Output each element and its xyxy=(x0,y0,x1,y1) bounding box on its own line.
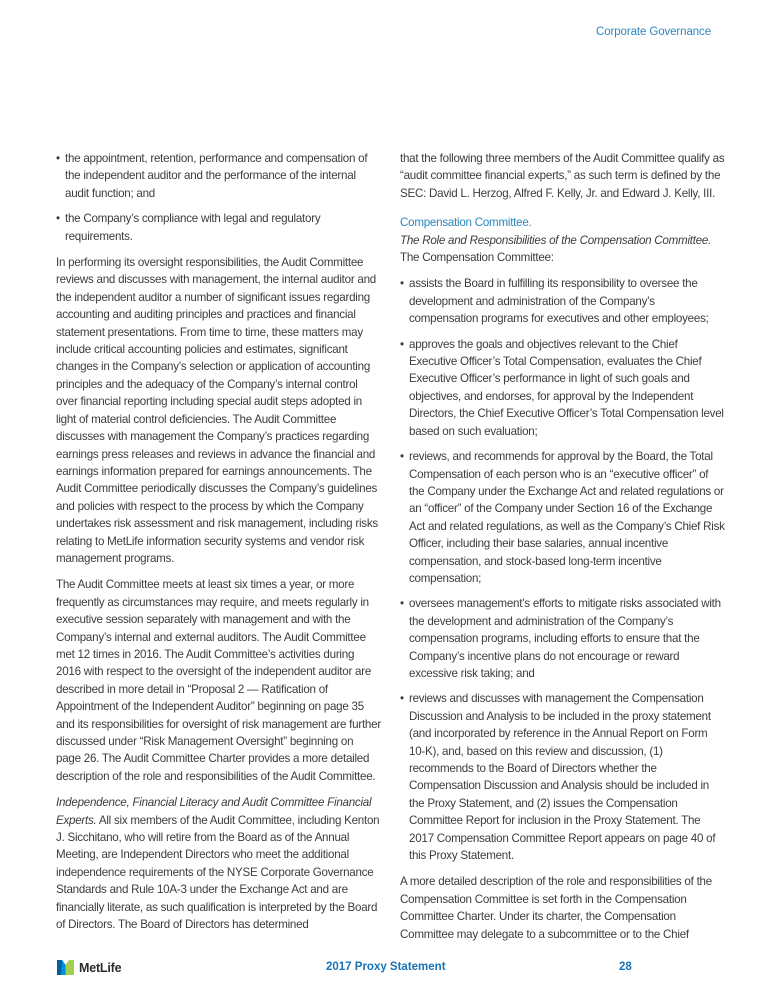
charter-paragraph: A more detailed description of the role and responsibilities of the Compensation Committee is set forth in the Compensation Committee Charter. Under its charter, the Compensation Committee may delegate to a subcommittee or to the Chief xyxy=(400,875,712,941)
independence-body: All six members of the Audit Committee, including Kenton J. Sicchitano, who will retire from the Board as of the Annual Meeting, are Independent Directors who meet the additional independence requirements of the NYSE Corporate Governance Standards and Rule 10A-3 under the Exchange Act and are financially literate, as such qualification is interpreted by the Board of Directors. The Board of Directors has determined xyxy=(56,813,380,932)
independence-italic-lead: Independence, Financial Literacy and Audit Committee Financial Experts. xyxy=(56,796,372,827)
compensation-committee-section xyxy=(400,214,726,943)
independence-paragraph xyxy=(56,794,381,933)
compensation-duties-list xyxy=(400,275,726,864)
list-item: • approves the goals and objectives relevant to the Chief Executive Officer’s Total Compensation, evaluates the Chief Executive Officer’s performance in light of such goals and objectives, and endorses, for approval by the Independent Directors, the Chief Executive Officer’s Total Compensation level based on such evaluation; xyxy=(400,336,726,440)
left-column xyxy=(56,150,381,942)
compensation-committee-heading: Compensation Committee. xyxy=(400,216,532,230)
compensation-role-subheading: The Role and Responsibilities of the Compensation Committee. xyxy=(400,233,712,247)
list-item: • assists the Board in fulfilling its responsibility to oversee the development and administration of the Company’s compensation programs for executives and other employees; xyxy=(400,275,726,327)
running-header-section-title: Corporate Governance xyxy=(596,26,711,38)
audit-committee-duties-list xyxy=(56,150,381,245)
compensation-intro: The Compensation Committee: xyxy=(400,251,554,265)
list-item: • reviews and discusses with management the Compensation Discussion and Analysis to be included in the proxy statement (and incorporated by reference in the Annual Report on Form 10-K), and, based on this review and discussion, (1) recommends to the Board of Directors whether the Compensation Discussion and Analysis should be included in the Proxy Statement, and (2) issues the Compensation Committee Report for inclusion in the Proxy Statement. The 2017 Compensation Committee Report appears on page 40 of this Proxy Statement. xyxy=(400,690,726,864)
document-title: 2017 Proxy Statement xyxy=(326,961,446,973)
list-item: • the appointment, retention, performance and compensation of the independent auditor and the performance of the internal audit function; and xyxy=(56,150,381,202)
list-item: • oversees management’s efforts to mitigate risks associated with the development and administration of the Company’s compensation programs, including efforts to ensure that the Company’s incentive plans do not encourage or reward excessive risk taking; and xyxy=(400,595,726,682)
page-number: 28 xyxy=(619,961,632,973)
page-footer xyxy=(0,958,768,982)
metlife-logo xyxy=(57,960,121,975)
metlife-m-icon xyxy=(57,960,74,975)
metlife-logo-text: MetLife xyxy=(79,960,122,975)
list-item: • the Company’s compliance with legal and regulatory requirements. xyxy=(56,210,381,245)
oversight-paragraph: In performing its oversight responsibilities, the Audit Committee reviews and discusses with management, the internal auditor and the independent auditor a number of significant issues regarding accounting and auditing principles and practices and financial statement presentations. From time to time, these matters may include critical accounting policies and estimates, significant changes in the Company’s selection or application of accounting principles and the adequacy of the Company’s internal control over financial reporting including special audit steps adopted in light of material control deficiencies. The Audit Committee discusses with management the Company’s practices regarding earnings press releases and reviews in advance the financial and earnings information prepared for earnings announcements. The Audit Committee periodically discusses the Company’s guidelines and policies with respect to the process by which the Company undertakes risk assessment and risk management, including risks relating to MetLife information security systems and vendor risk management programs. xyxy=(56,256,378,565)
financial-experts-paragraph: that the following three members of the Audit Committee qualify as “audit committee financial experts,” as such term is defined by the SEC: David L. Herzog, Alfred F. Kelly, Jr. and Edward J. Kelly, III. xyxy=(400,152,725,200)
right-column xyxy=(400,150,726,952)
list-item: • reviews, and recommends for approval by the Board, the Total Compensation of each person who is an “executive officer” of the Company under the Exchange Act and related regulations or an “officer” of the Company under Section 16 of the Exchange Act and related regulations, as well as the Company’s Chief Risk Officer, including their base salaries, annual incentive compensation, and stock-based long-term incentive compensation; xyxy=(400,448,726,587)
meetings-paragraph: The Audit Committee meets at least six times a year, or more frequently as circumstances may require, and meets regularly in executive session separately with management and with the Company’s internal and external auditors. The Audit Committee met 12 times in 2016. The Audit Committee’s activities during 2016 with respect to the oversight of the independent auditor are described in more detail in “Proposal 2 — Ratification of Appointment of the Independent Auditor” beginning on page 35 and its responsibilities for oversight of risk management are further discussed under “Risk Management Oversight” beginning on page 26. The Audit Committee Charter provides a more detailed description of the role and responsibilities of the Audit Committee. xyxy=(56,578,381,783)
